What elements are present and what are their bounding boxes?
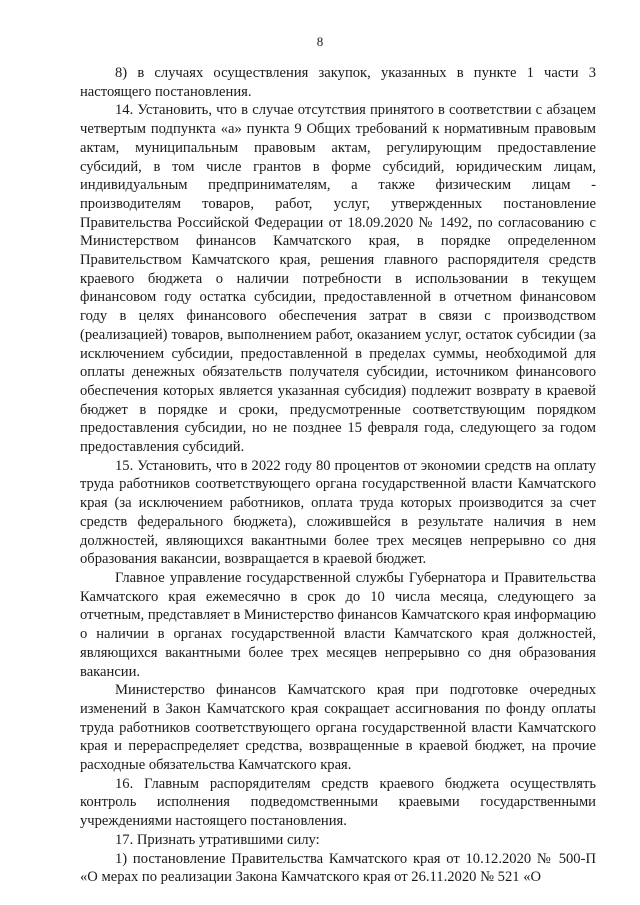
paragraph-item-8: 8) в случаях осуществления закупок, указанных в пункте 1 части 3 настоящего постановления. [80, 65, 596, 100]
page-number: 8 [316, 34, 324, 49]
paragraph-15-budget-reduction: Министерство финансов Камчатского края при подготовке очередных изменений в Закон Камчатского края сокращает ассигнования по фонду оплаты труда работников соответствующего органа государственной власти Камчатского края и перераспределяет средства, возвращенные в краевой бюджет, на прочие расходные обязательства Камчатского края. [80, 682, 596, 774]
paragraph-15: 15. Установить, что в 2022 году 80 процентов от экономии средств на оплату труда работников соответствующего органа государственной власти Камчатского края (за исключением работников, оплата труда которых производится за счет средств федерального бюджета), сложившейся в результате наличия в нем должностей, являющихся вакантными более трех месяцев непрерывно со дня образования вакансии, возвращается в краевой бюджет. [80, 457, 596, 568]
paragraph-17-item-1: 1) постановление Правительства Камчатского края от 10.12.2020 № 500-П «О мерах по реализации Закона Камчатского края от 26.11.2020 № 521 «О [80, 850, 596, 886]
paragraph-15-vacancy-reporting: Главное управление государственной службы Губернатора и Правительства Камчатского края ежемесячно в срок до 10 числа месяца, следующего за отчетным, представляет в Министерство финансов Камчатского края информацию о наличии в органах государственной власти Камчатского края должностей, являющихся вакантными более трех месяцев непрерывно со дня образования вакансии. [80, 569, 596, 680]
document-body [80, 64, 596, 887]
paragraph-17: 17. Признать утратившими силу: [115, 831, 320, 848]
paragraph-16: 16. Главным распорядителям средств краевого бюджета осуществлять контроль исполнения подведомственными краевыми государственными учреждениями настоящего постановления. [80, 775, 596, 830]
paragraph-14: 14. Установить, что в случае отсутствия принятого в соответствии с абзацем четвертым подпункта «а» пункта 9 Общих требований к нормативным правовым актам, муниципальным правовым актам, регулирующим предоставление субсидий, в том числе грантов в форме субсидий, юридическим лицам, индивидуальным предпринимателям, а также физическим лицам - производителям товаров, работ, услуг, утвержденных постановление Правительства Российской Федерации от 18.09.2020 № 1492, по согласованию с Министерством финансов Камчатского края, в порядке определенном Правительством Камчатского края, решения главного распорядителя средств краевого бюджета о наличии потребности в использовании в текущем финансовом году остатка субсидии, предоставленной в отчетном финансовом году в целях финансового обеспечения затрат в связи с производством (реализацией) товаров, выполнением работ, оказанием услуг, остаток субсидии (за исключением субсидии, предоставленной в пределах суммы, необходимой для оплаты денежных обязательств получателя субсидии, источником финансового обеспечения которых является указанная субсидия) подлежит возврату в краевой бюджет в порядке и сроки, предусмотренные соответствующим порядком предоставления субсидии, но не позднее 15 февраля года, следующего за годом предоставления субсидий. [80, 102, 596, 456]
